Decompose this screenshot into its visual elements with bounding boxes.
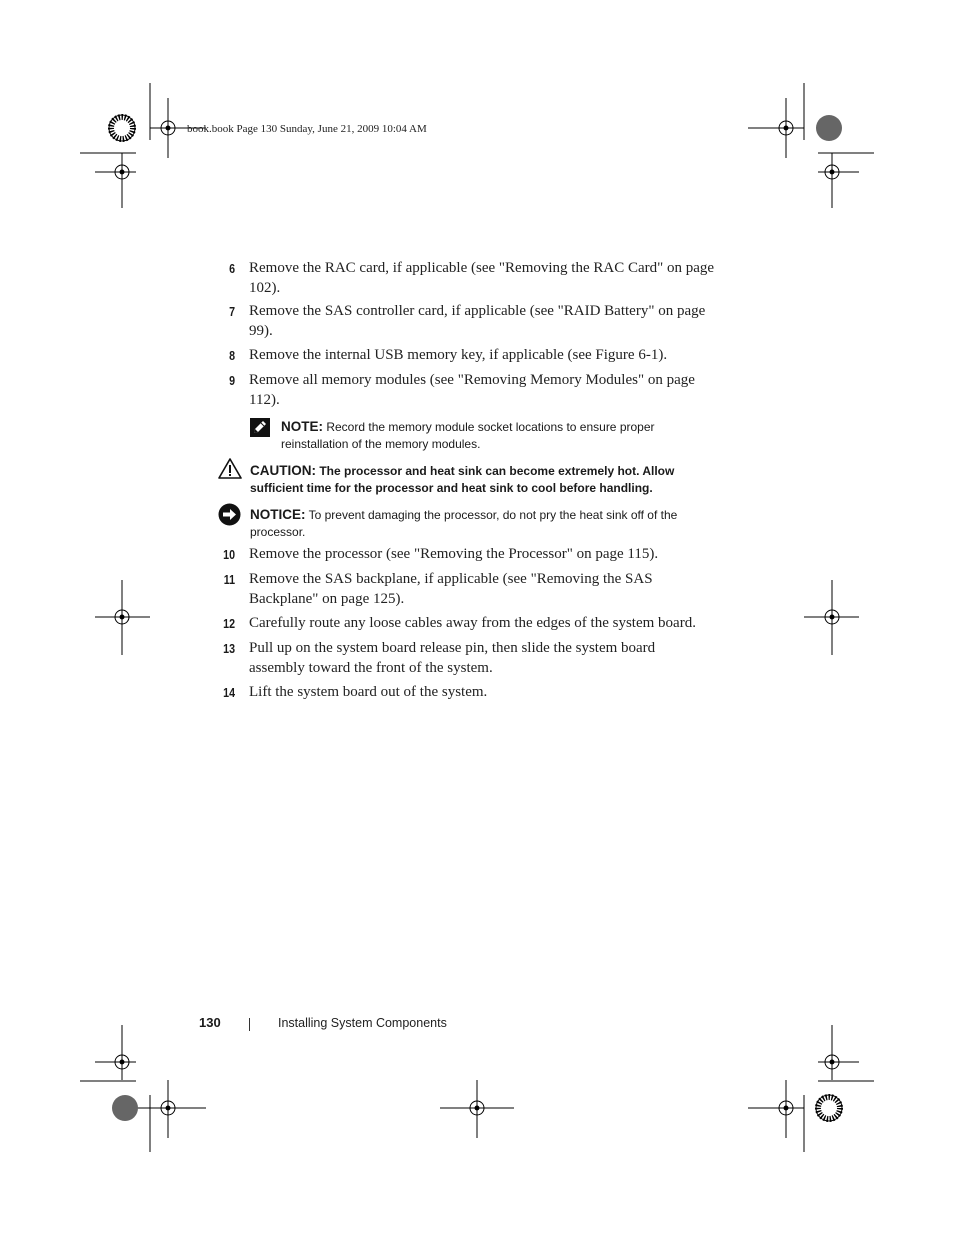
section-title: Installing System Components bbox=[278, 1016, 447, 1030]
step-number: 10 bbox=[223, 547, 235, 562]
notice-text: To prevent damaging the processor, do not pry the heat sink off of the processor. bbox=[250, 508, 678, 539]
step-text: Carefully route any loose cables away from the edges of the system board. bbox=[249, 615, 696, 631]
note-text: Record the memory module socket locations to ensure proper reinstallation of the memory modules. bbox=[281, 420, 655, 451]
step-number: 9 bbox=[229, 373, 235, 388]
note-callout bbox=[281, 418, 711, 453]
print-header: book.book Page 130 Sunday, June 21, 2009 10:04 AM bbox=[187, 123, 427, 135]
step-text: Remove all memory modules (see "Removing Memory Modules" on page 112). bbox=[249, 372, 695, 408]
step-number: 11 bbox=[223, 572, 235, 587]
step-number: 12 bbox=[223, 616, 235, 631]
step-number: 6 bbox=[229, 261, 235, 276]
step-number: 13 bbox=[223, 641, 235, 656]
note-label: NOTE: bbox=[281, 419, 323, 434]
step-text: Remove the internal USB memory key, if applicable (see Figure 6-1). bbox=[249, 347, 668, 363]
caution-callout bbox=[250, 462, 690, 497]
footer-divider bbox=[249, 1018, 250, 1031]
step-text: Pull up on the system board release pin, then slide the system board assembly toward the front of the system. bbox=[249, 640, 656, 676]
step-number: 8 bbox=[229, 348, 235, 363]
step-text: Remove the processor (see "Removing the Processor" on page 115). bbox=[249, 546, 659, 562]
step-text: Lift the system board out of the system. bbox=[249, 684, 488, 700]
step-text: Remove the SAS controller card, if applicable (see "RAID Battery" on page 99). bbox=[249, 303, 706, 339]
note-pencil-icon bbox=[250, 418, 270, 442]
notice-circle-icon bbox=[218, 503, 241, 531]
step-text: Remove the SAS backplane, if applicable (see "Removing the SAS Backplane" on page 125). bbox=[249, 571, 653, 607]
notice-label: NOTICE: bbox=[250, 507, 306, 522]
caution-label: CAUTION: bbox=[250, 463, 316, 478]
step-number: 7 bbox=[229, 304, 235, 319]
step-number: 14 bbox=[223, 685, 235, 700]
caution-triangle-icon bbox=[218, 458, 242, 484]
step-text: Remove the RAC card, if applicable (see "Removing the RAC Card" on page 102). bbox=[249, 260, 715, 296]
page-number: 130 bbox=[199, 1015, 221, 1030]
notice-callout bbox=[250, 506, 700, 541]
caution-text: The processor and heat sink can become extremely hot. Allow sufficient time for the processor and heat sink to cool before handling. bbox=[250, 464, 675, 495]
